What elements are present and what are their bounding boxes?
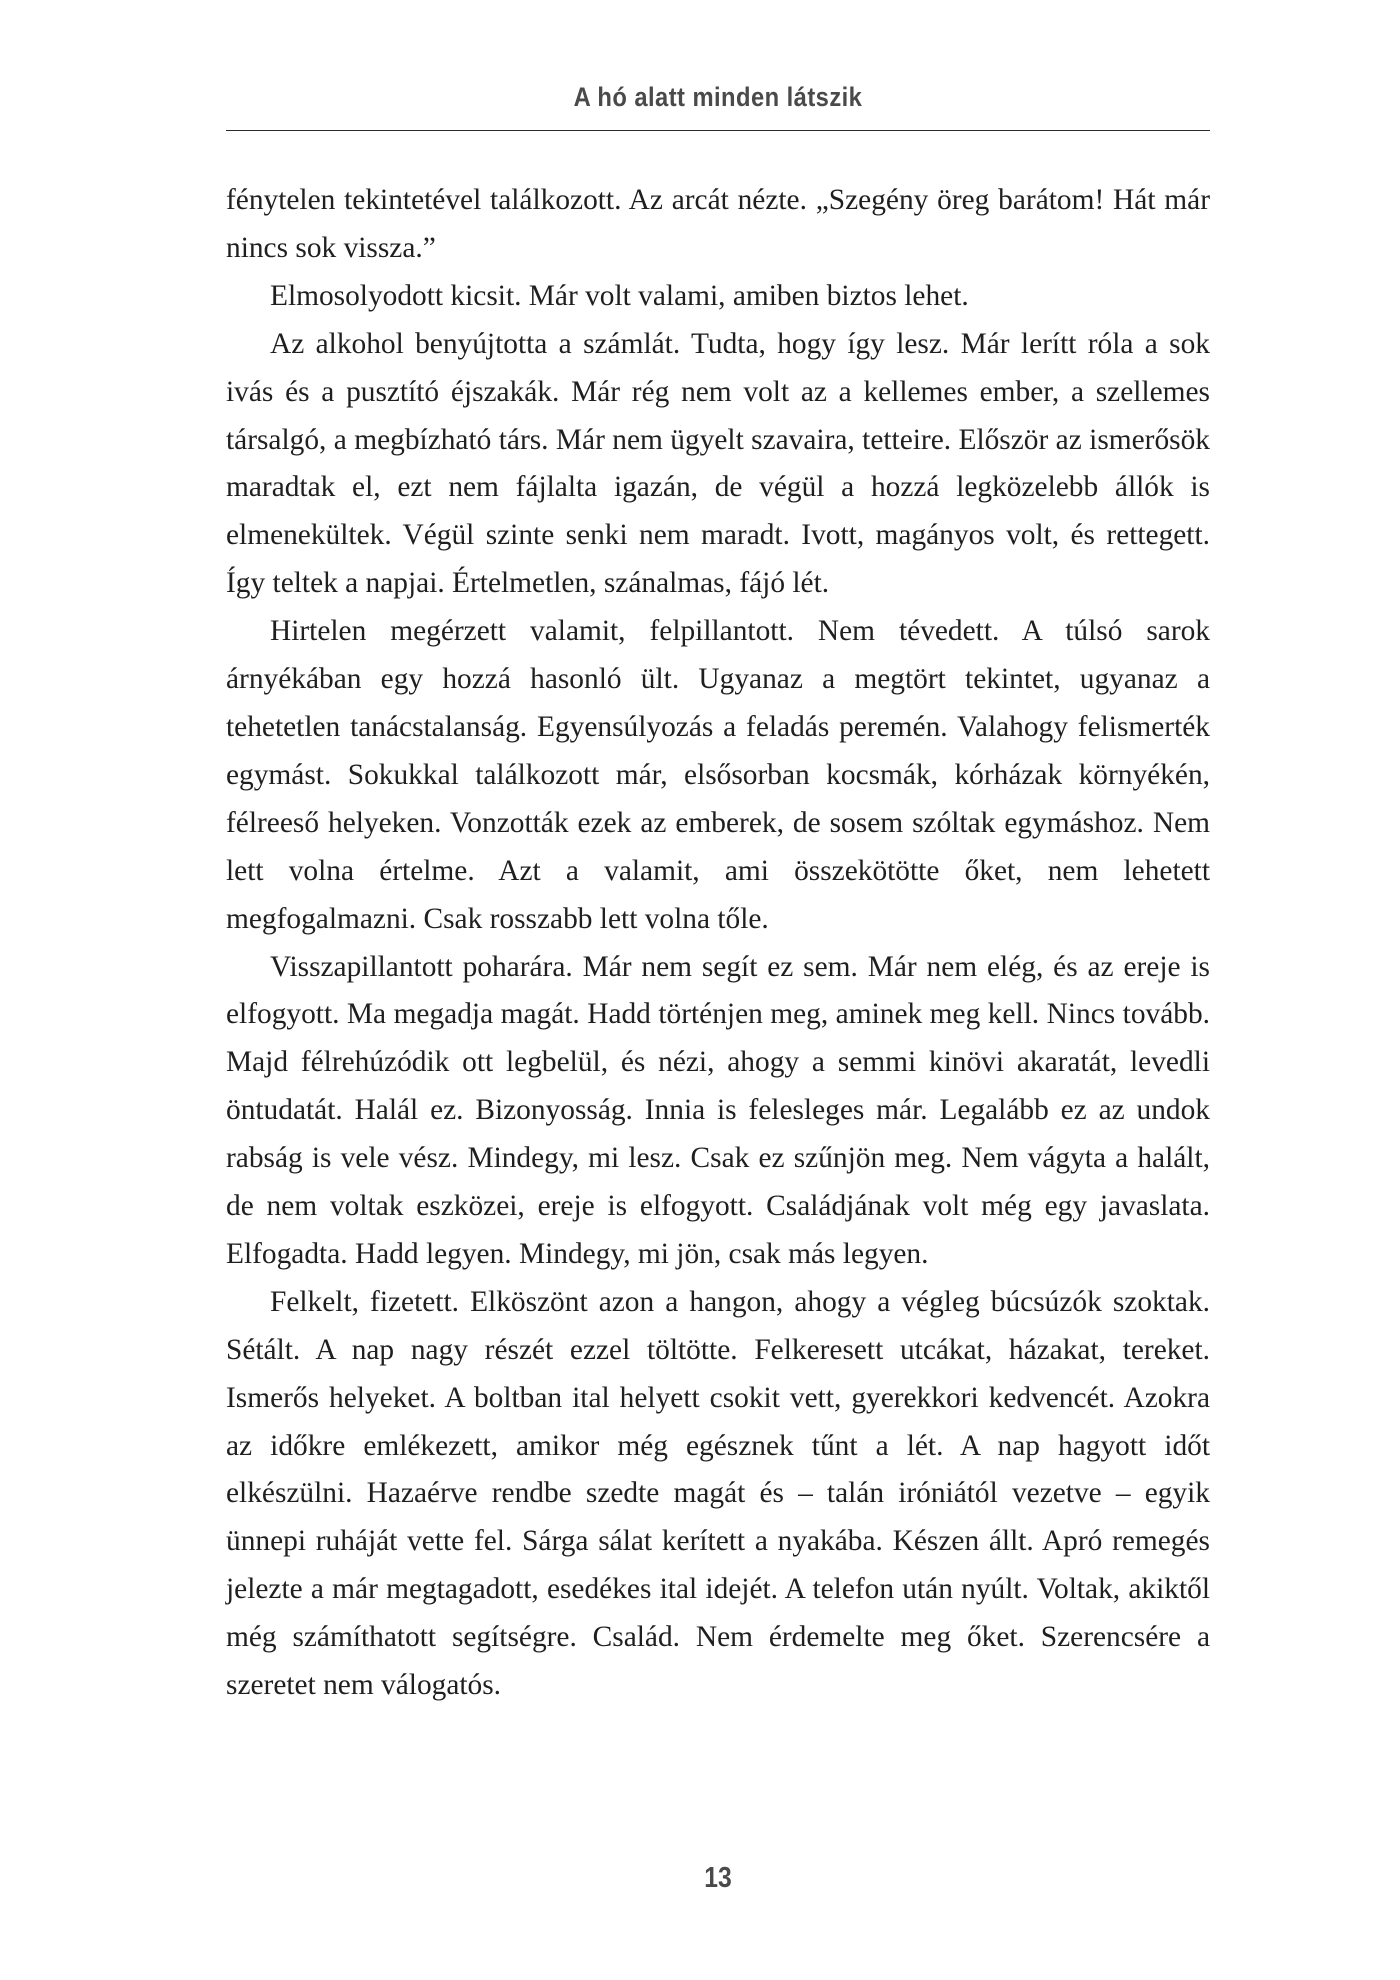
paragraph: Visszapillantott poharára. Már nem segít ez sem. Már nem elég, és az ereje is elfogyott. Ma megadja magát. Hadd történjen meg, aminek meg kell. Nincs tovább. Majd félrehúzódik ott legbelül, és nézi, ahogy a semmi kinövi akaratát, levedli öntudatát. Halál ez. Bizonyosság. Innia is felesleges már. Legalább ez az undok rabság is vele vész. Mindegy, mi lesz. Csak ez szűnjön meg. Nem vágyta a halált, de nem voltak eszközei, ereje is elfogyott. Családjának volt még egy javaslata. Elfogadta. Hadd legyen. Mindegy, mi jön, csak más legyen. [226,950,1210,1270]
page-body [226,177,1210,1710]
paragraph: Elmosolyodott kicsit. Már volt valami, amiben biztos lehet. [270,279,969,312]
running-header-title: A hó alatt minden látszik [573,82,863,112]
paragraph: Hirtelen megérzett valamit, felpillantott. Nem tévedett. A túlsó sarok árnyékában egy hozzá hasonló ült. Ugyanaz a megtört tekintet, ugyanaz a tehetetlen tanácstalanság. Egyensúlyozás a feladás peremén. Valahogy felismerték egymást. Sokukkal találkozott már, elsősorban kocsmák, kórházak környékén, félreeső helyeken. Vonzották ezek az emberek, de sosem szóltak egymáshoz. Nem lett volna értelme. Azt a valamit, ami összekötötte őket, nem lehetett megfogalmazni. Csak rosszabb lett volna tőle. [226,615,1210,935]
paragraph: Felkelt, fizetett. Elköszönt azon a hangon, ahogy a végleg búcsúzók szoktak. Sétált. A nap nagy részét ezzel töltötte. Felkeresett utcákat, házakat, tereket. Ismerős helyeket. A boltban ital helyett csokit vett, gyerekkori kedvencét. Azokra az időkre emlékezett, amikor még egésznek tűnt a lét. A nap hagyott időt elkészülni. Hazaérve rendbe szedte magát és – talán iróniától vezetve – egyik ünnepi ruháját vette fel. Sárga sálat kerített a nyakába. Készen állt. Apró remegés jelezte a már megtagadott, esedékes ital idejét. A telefon után nyúlt. Voltak, akiktől még számíthatott segítségre. Család. Nem érdemelte meg őket. Szerencsére a szeretet nem válogatós. [226,1285,1210,1702]
paragraph-continuation: fénytelen tekintetével találkozott. Az arcát nézte. „Szegény öreg barátom! Hát már nincs sok vissza.” [226,184,1210,264]
paragraph: Az alkohol benyújtotta a számlát. Tudta, hogy így lesz. Már lerítt róla a sok ivás és a pusztító éjszakák. Már rég nem volt az a kellemes ember, a szellemes társalgó, a megbízható társ. Már nem ügyelt szavaira, tetteire. Először az ismerősök maradtak el, ezt nem fájlalta igazán, de végül a hozzá legközelebb állók is elmenekültek. Végül szinte senki nem maradt. Ivott, magányos volt, és rettegett. Így teltek a napjai. Értelmetlen, szánalmas, fájó lét. [226,327,1210,600]
header-divider [226,130,1210,131]
page-number: 13 [704,1862,732,1894]
